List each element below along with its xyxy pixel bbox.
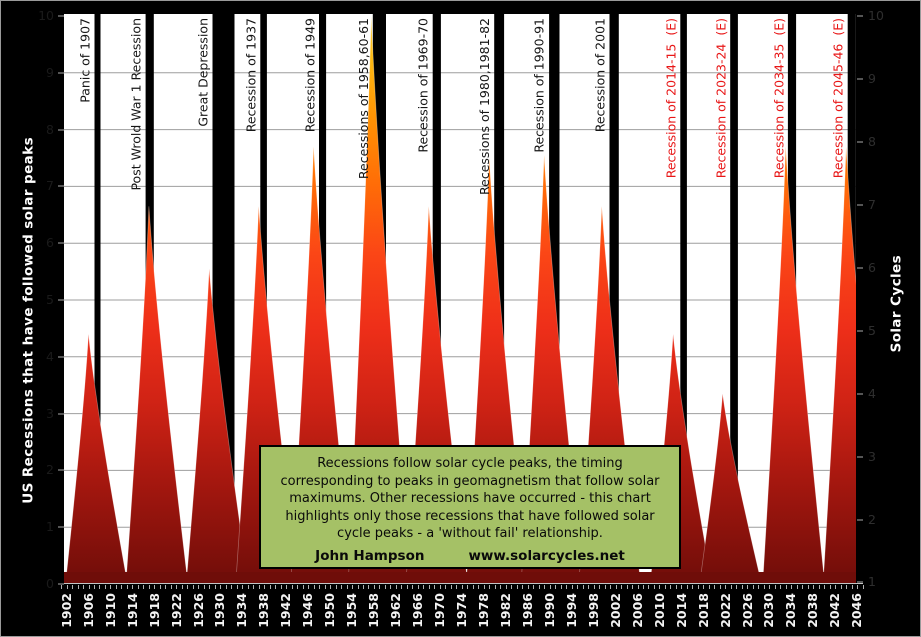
- x-axis-minor-tick: [341, 585, 342, 589]
- annotation-credit: [261, 548, 679, 564]
- recession-label: Recession of 2045-46 (E): [830, 18, 846, 179]
- x-axis-minor-tick: [802, 585, 803, 589]
- recession-label: Recession of 2001: [592, 18, 608, 133]
- x-axis-minor-tick: [412, 585, 413, 589]
- y-right-tick-label: 5: [868, 322, 876, 338]
- x-axis-year-label: 1910: [102, 593, 118, 628]
- y-left-tick-label: 4: [46, 348, 54, 364]
- annotation-line: Recessions follow solar cycle peaks, the timing: [317, 456, 623, 471]
- x-axis-minor-tick: [303, 585, 304, 589]
- x-axis-minor-tick: [462, 585, 463, 589]
- x-axis-year-label: 1962: [387, 593, 403, 628]
- x-axis-year-label: 1998: [585, 593, 601, 628]
- recession-label: Great Depression: [195, 18, 211, 127]
- y-right-tick: [857, 78, 863, 80]
- y-left-tick-label: 0: [46, 576, 54, 591]
- y-left-tick-label: 9: [46, 64, 54, 80]
- annotation-text: [261, 447, 679, 543]
- x-axis-minor-tick: [363, 585, 364, 589]
- y-left-tick-label: 1: [46, 519, 54, 535]
- y-right-tick: [857, 330, 863, 332]
- recession-label: Recession of 1949: [302, 18, 317, 133]
- x-axis-minor-tick: [484, 585, 485, 589]
- recession-label: Recession of 1990-91: [532, 18, 548, 153]
- x-axis-minor-tick: [544, 585, 545, 589]
- x-axis-year-label: 1974: [453, 593, 469, 628]
- x-axis-year-label: 2030: [761, 593, 777, 628]
- x-axis-minor-tick: [67, 585, 68, 589]
- x-axis-minor-tick: [429, 585, 430, 589]
- x-axis-minor-tick: [456, 585, 457, 589]
- x-axis-minor-tick: [522, 585, 523, 589]
- x-axis-minor-tick: [703, 585, 704, 589]
- y-left-tick: [58, 242, 64, 244]
- x-axis-minor-tick: [204, 585, 205, 589]
- x-axis-minor-tick: [566, 585, 567, 589]
- x-axis-minor-tick: [731, 585, 732, 589]
- right-axis-title: Solar Cycles: [888, 255, 904, 353]
- recession-label: Panic of 1907: [77, 18, 93, 103]
- x-axis-minor-tick: [352, 585, 353, 589]
- x-axis-year-label: 1934: [234, 593, 250, 628]
- y-left-tick-label: 2: [46, 462, 54, 478]
- x-axis-minor-tick: [577, 585, 578, 589]
- plot-area: [64, 14, 856, 584]
- x-axis-year-label: 1994: [563, 593, 579, 628]
- y-left-tick: [58, 299, 64, 301]
- x-axis-minor-tick: [209, 585, 210, 589]
- x-axis-year-label: 1902: [58, 593, 74, 628]
- y-left-tick-label: 6: [46, 235, 54, 251]
- recession-label: Post Wrold War 1 Recession: [128, 18, 144, 191]
- x-axis-minor-tick: [550, 585, 551, 589]
- x-axis-minor-tick: [808, 585, 809, 589]
- x-axis-year-label: 1958: [365, 593, 381, 628]
- y-left-tick-label: 5: [46, 292, 54, 307]
- x-axis-year-label: 2018: [695, 593, 711, 628]
- x-axis-minor-tick: [599, 585, 600, 589]
- x-axis-minor-tick: [248, 585, 249, 589]
- y-left-tick: [58, 185, 64, 187]
- x-axis-minor-tick: [325, 585, 326, 589]
- x-axis-minor-tick: [220, 585, 221, 589]
- x-axis-line: [58, 583, 863, 584]
- y-right-tick-label: 2: [868, 511, 876, 527]
- x-axis-minor-tick: [374, 585, 375, 589]
- x-axis-year-label: 2042: [827, 593, 843, 628]
- x-axis-minor-tick: [314, 585, 315, 589]
- x-axis-minor-tick: [654, 585, 655, 589]
- x-axis-minor-tick: [264, 585, 265, 589]
- x-axis-minor-tick: [725, 585, 726, 589]
- x-axis-minor-tick: [182, 585, 183, 589]
- x-axis-year-label: 1914: [124, 593, 140, 628]
- x-axis-minor-tick: [742, 585, 743, 589]
- left-axis-title: US Recessions that have followed solar peaks: [21, 137, 37, 504]
- solar-cycle-flame: [126, 206, 188, 584]
- x-axis-minor-tick: [347, 585, 348, 589]
- x-axis-minor-tick: [89, 585, 90, 589]
- x-axis-year-label: 1966: [409, 593, 425, 628]
- x-axis-year-label: 1942: [278, 593, 294, 628]
- x-axis-minor-tick: [215, 585, 216, 589]
- x-axis-minor-tick: [643, 585, 644, 589]
- x-axis-minor-tick: [736, 585, 737, 589]
- x-axis-minor-tick: [401, 585, 402, 589]
- y-right-tick: [857, 581, 863, 583]
- y-right-tick: [857, 15, 863, 17]
- x-axis-minor-tick: [511, 585, 512, 589]
- x-axis-minor-tick: [824, 585, 825, 589]
- x-axis-year-label: 1930: [212, 593, 228, 628]
- x-axis-year-label: 2006: [629, 593, 645, 628]
- x-axis-year-label: 1906: [80, 593, 96, 628]
- y-right-tick-label: 6: [868, 259, 876, 275]
- x-axis-year-label: 1946: [300, 593, 316, 628]
- x-axis-minor-tick: [670, 585, 671, 589]
- x-axis-minor-tick: [747, 585, 748, 589]
- x-axis-minor-tick: [841, 585, 842, 589]
- annotation-line: highlights only those recessions that have followed solar: [285, 508, 655, 524]
- x-axis-minor-tick: [539, 585, 540, 589]
- x-axis-minor-tick: [830, 585, 831, 589]
- x-axis-year-label: 2034: [783, 593, 799, 628]
- x-axis-minor-tick: [423, 585, 424, 589]
- x-axis-minor-tick: [330, 585, 331, 589]
- y-right-tick-label: 7: [868, 197, 876, 212]
- y-right-tick: [857, 141, 863, 143]
- y-right-tick-label: 10: [868, 8, 884, 24]
- x-axis-minor-tick: [769, 585, 770, 589]
- x-axis-minor-tick: [99, 585, 100, 589]
- x-axis-minor-tick: [165, 585, 166, 589]
- x-axis-minor-tick: [308, 585, 309, 589]
- x-axis-minor-tick: [407, 585, 408, 589]
- x-axis-minor-tick: [336, 585, 337, 589]
- x-axis-minor-tick: [681, 585, 682, 589]
- x-axis-minor-tick: [61, 585, 62, 589]
- x-axis-minor-tick: [231, 585, 232, 589]
- x-axis-minor-tick: [528, 585, 529, 589]
- y-left-tick-label: 3: [46, 405, 54, 421]
- y-right-tick-label: 4: [868, 385, 876, 401]
- x-axis-minor-tick: [764, 585, 765, 589]
- x-axis-minor-tick: [753, 585, 754, 589]
- x-axis-minor-tick: [813, 585, 814, 589]
- recession-label: Recession of 1969-70: [415, 18, 431, 153]
- x-axis-year-label: 2022: [717, 593, 733, 628]
- x-axis-minor-tick: [193, 585, 194, 589]
- y-right-tick-label: 1: [868, 574, 876, 590]
- x-axis-minor-tick: [281, 585, 282, 589]
- x-axis-year-label: 1938: [256, 593, 272, 628]
- x-axis-minor-tick: [473, 585, 474, 589]
- y-left-tick: [58, 129, 64, 131]
- x-axis-minor-tick: [561, 585, 562, 589]
- x-axis-minor-tick: [495, 585, 496, 589]
- x-axis-minor-tick: [616, 585, 617, 589]
- x-axis-minor-tick: [610, 585, 611, 589]
- y-left-tick: [58, 413, 64, 415]
- x-axis-minor-tick: [242, 585, 243, 589]
- website-url: www.solarcycles.net: [468, 547, 625, 564]
- x-axis-minor-tick: [659, 585, 660, 589]
- x-axis-minor-tick: [176, 585, 177, 589]
- x-axis-minor-tick: [780, 585, 781, 589]
- annotation-line: corresponding to peaks in geomagnetism that follow solar: [280, 473, 660, 489]
- y-left-tick-label: 7: [46, 178, 54, 194]
- x-axis-minor-tick: [489, 585, 490, 589]
- x-axis-minor-tick: [665, 585, 666, 589]
- y-right-tick: [857, 267, 863, 269]
- x-axis-minor-tick: [698, 585, 699, 589]
- x-axis-minor-tick: [187, 585, 188, 589]
- x-axis-year-label: 1950: [322, 593, 337, 628]
- x-axis-minor-tick: [143, 585, 144, 589]
- x-axis-minor-tick: [138, 585, 139, 589]
- x-axis-minor-tick: [467, 585, 468, 589]
- x-axis-minor-tick: [588, 585, 589, 589]
- x-axis-minor-tick: [253, 585, 254, 589]
- x-axis-minor-tick: [121, 585, 122, 589]
- y-left-tick-label: 8: [46, 121, 54, 137]
- x-axis-minor-tick: [286, 585, 287, 589]
- y-right-tick: [857, 519, 863, 521]
- x-axis-minor-tick: [506, 585, 507, 589]
- x-axis-minor-tick: [83, 585, 84, 589]
- recession-label: Recession of 1937: [243, 18, 259, 133]
- y-right-tick-label: 3: [868, 448, 876, 464]
- x-axis-minor-tick: [572, 585, 573, 589]
- x-axis-minor-tick: [440, 585, 441, 589]
- x-axis-minor-tick: [105, 585, 106, 589]
- y-left-tick: [58, 356, 64, 358]
- x-axis-minor-tick: [319, 585, 320, 589]
- x-axis-minor-tick: [714, 585, 715, 589]
- x-axis-minor-tick: [638, 585, 639, 589]
- x-axis-minor-tick: [676, 585, 677, 589]
- x-axis-minor-tick: [445, 585, 446, 589]
- recession-label: Recessions of 1958,60-61: [355, 18, 371, 180]
- x-axis-minor-tick: [154, 585, 155, 589]
- x-axis-minor-tick: [852, 585, 853, 589]
- x-axis-minor-tick: [720, 585, 721, 589]
- y-left-tick: [58, 526, 64, 528]
- x-axis-year-label: 2002: [607, 593, 623, 628]
- x-axis-minor-tick: [857, 585, 858, 589]
- x-axis-minor-tick: [692, 585, 693, 589]
- recession-label: Recession of 2034-35 (E): [770, 18, 786, 179]
- x-axis-minor-tick: [846, 585, 847, 589]
- x-axis-minor-tick: [605, 585, 606, 589]
- x-axis-minor-tick: [396, 585, 397, 589]
- x-axis-year-label: 2046: [849, 593, 865, 628]
- x-axis-minor-tick: [819, 585, 820, 589]
- x-axis-minor-tick: [500, 585, 501, 589]
- x-axis-minor-tick: [451, 585, 452, 589]
- x-axis-minor-tick: [72, 585, 73, 589]
- x-axis-minor-tick: [149, 585, 150, 589]
- author-name: John Hampson: [315, 547, 425, 564]
- x-axis-minor-tick: [127, 585, 128, 589]
- x-axis-year-label: 1982: [497, 593, 513, 628]
- x-axis-minor-tick: [835, 585, 836, 589]
- x-axis-minor-tick: [517, 585, 518, 589]
- annotation-line: cycle peaks - a 'without fail' relationship.: [337, 526, 603, 541]
- y-right-tick: [857, 204, 863, 206]
- x-axis-minor-tick: [478, 585, 479, 589]
- x-axis-year-label: 2014: [673, 593, 689, 628]
- x-axis-minor-tick: [797, 585, 798, 589]
- x-axis-minor-tick: [78, 585, 79, 589]
- x-axis-minor-tick: [160, 585, 161, 589]
- x-axis-minor-tick: [594, 585, 595, 589]
- x-axis-year-label: 1954: [344, 593, 359, 628]
- x-axis-year-label: 1926: [190, 593, 206, 628]
- recession-label: Recession of 2023-24 (E): [713, 18, 729, 179]
- x-axis-minor-tick: [198, 585, 199, 589]
- y-right-tick-label: 8: [868, 134, 876, 150]
- recession-label: Recessions of 1980,1981-82: [477, 18, 493, 195]
- annotation-line: maximums. Other recessions have occurred - this chart: [289, 491, 651, 506]
- x-axis-year-label: 1922: [168, 593, 184, 628]
- x-axis-minor-tick: [358, 585, 359, 589]
- x-axis-minor-tick: [621, 585, 622, 589]
- x-axis-year-label: 2026: [739, 593, 755, 628]
- y-left-tick: [58, 583, 64, 585]
- x-axis-minor-tick: [259, 585, 260, 589]
- x-axis-minor-tick: [627, 585, 628, 589]
- x-axis-minor-tick: [687, 585, 688, 589]
- x-axis-minor-tick: [94, 585, 95, 589]
- y-left-tick: [58, 15, 64, 17]
- x-axis-year-label: 1986: [519, 593, 535, 628]
- x-axis-minor-tick: [270, 585, 271, 589]
- x-axis-year-label: 2010: [651, 593, 667, 628]
- x-axis-minor-tick: [385, 585, 386, 589]
- x-axis-year-label: 2038: [805, 593, 821, 628]
- y-left-tick: [58, 469, 64, 471]
- x-axis-year-label: 1990: [541, 593, 557, 628]
- x-axis-minor-tick: [226, 585, 227, 589]
- x-axis-minor-tick: [275, 585, 276, 589]
- x-axis-minor-tick: [709, 585, 710, 589]
- x-axis-minor-tick: [786, 585, 787, 589]
- x-axis-minor-tick: [379, 585, 380, 589]
- x-axis-minor-tick: [775, 585, 776, 589]
- x-axis-minor-tick: [110, 585, 111, 589]
- x-axis-minor-tick: [434, 585, 435, 589]
- x-axis-year-label: 1918: [146, 593, 162, 628]
- y-right-tick-label: 9: [868, 71, 876, 87]
- x-axis-minor-tick: [791, 585, 792, 589]
- x-axis-minor-tick: [648, 585, 649, 589]
- x-axis-minor-tick: [292, 585, 293, 589]
- x-axis-minor-tick: [390, 585, 391, 589]
- y-right-tick: [857, 393, 863, 395]
- x-axis-minor-tick: [583, 585, 584, 589]
- recession-label: Recession of 2014-15 (E): [663, 18, 679, 179]
- x-axis-minor-tick: [863, 585, 864, 589]
- annotation-box: [259, 445, 681, 569]
- x-axis-minor-tick: [555, 585, 556, 589]
- x-axis-minor-tick: [116, 585, 117, 589]
- y-left-tick: [58, 72, 64, 74]
- x-axis-minor-tick: [533, 585, 534, 589]
- y-right-tick: [857, 456, 863, 458]
- x-axis-year-label: 1970: [431, 593, 447, 628]
- x-axis-minor-tick: [237, 585, 238, 589]
- x-axis-minor-tick: [632, 585, 633, 589]
- x-axis-minor-tick: [758, 585, 759, 589]
- x-axis-minor-tick: [297, 585, 298, 589]
- x-axis-minor-tick: [132, 585, 133, 589]
- x-axis-year-label: 1978: [475, 593, 491, 628]
- x-axis-minor-tick: [368, 585, 369, 589]
- y-left-tick-label: 10: [38, 8, 54, 23]
- x-axis-minor-tick: [171, 585, 172, 589]
- x-axis-minor-tick: [418, 585, 419, 589]
